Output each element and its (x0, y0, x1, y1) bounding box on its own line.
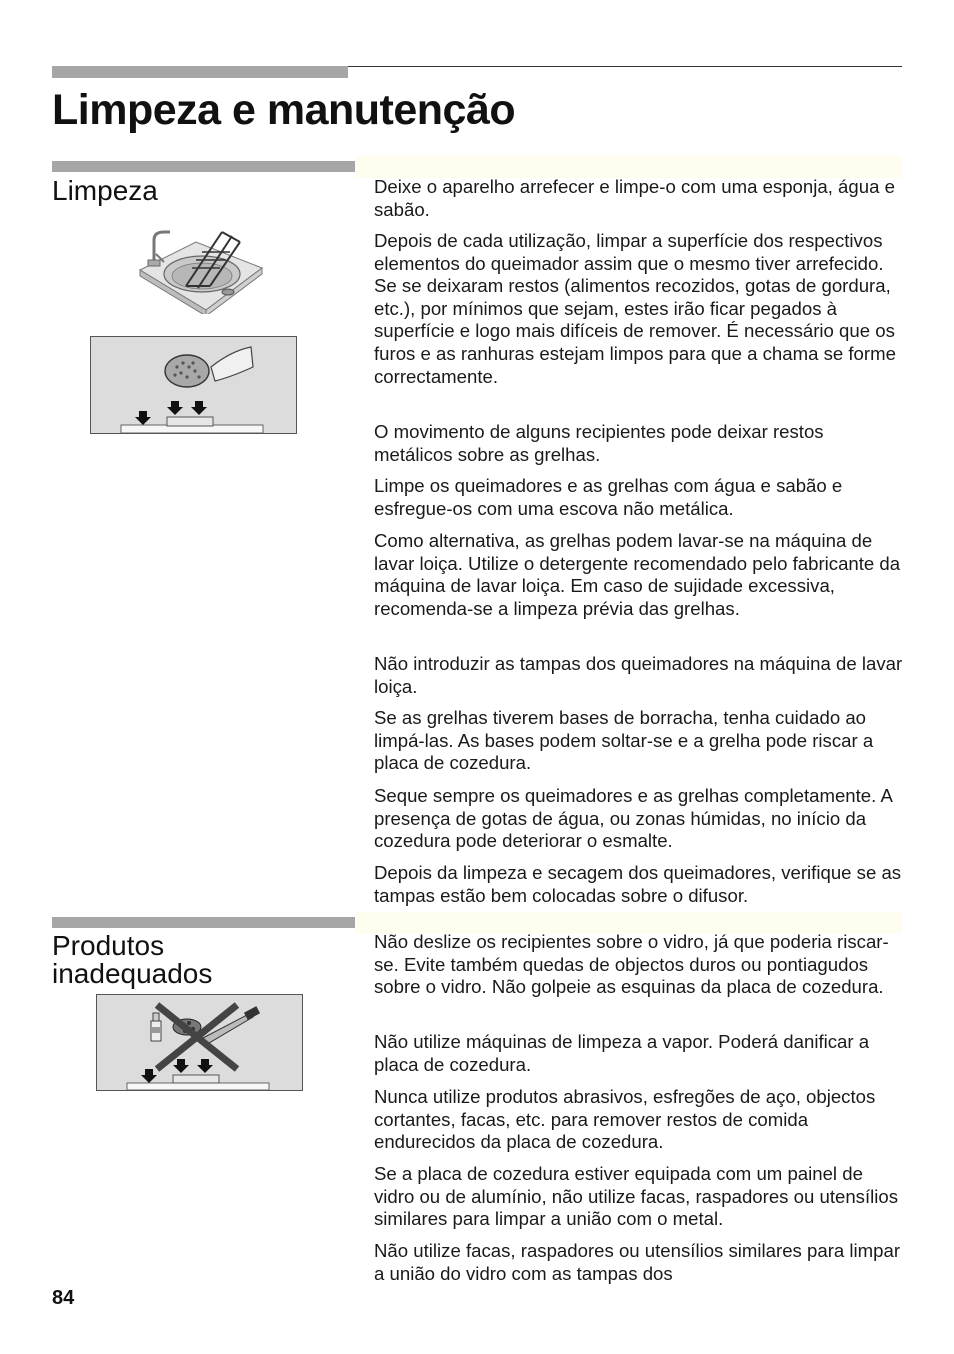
cleaning-paragraph: Limpe os queimadores e as grelhas com água e sabão e esfregue-os com uma escova não metálica. (374, 475, 843, 519)
products-paragraph: Nunca utilize produtos abrasivos, esfregões de aço, objectos cortantes, facas, etc. para remover restos de comida endurecidos da placa de cozedura. (374, 1086, 876, 1153)
products-paragraph: Não utilize máquinas de limpeza a vapor. Poderá danificar a placa de cozedura. (374, 1031, 870, 1075)
products-paragraph: Não utilize facas, raspadores ou utensílios similares para limpar a união do vidro com as tampas dos (374, 1240, 901, 1284)
header-rule-bar (52, 66, 348, 78)
section-heading-products: Produtos inadequados (52, 930, 213, 989)
sponge-cleaning-illustration (90, 336, 297, 434)
cleaning-paragraph: Seque sempre os queimadores e as grelhas completamente. A presença de gotas de água, ou zonas húmidas, no início da cozedura pode deteriorar o esmalte. (374, 785, 892, 852)
cleaning-paragraph: Como alternativa, as grelhas podem lavar-se na máquina de lavar loiça. Utilize o detergente recomendado pelo fabricante da máquina de lavar loiça. Em caso de sujidade excessiva, recomenda-se a limpeza prévia das grelhas. (374, 530, 901, 619)
page-title: Limpeza e manutenção (52, 86, 516, 134)
prohibited-products-illustration (96, 994, 303, 1091)
cleaning-paragraph: Depois de cada utilização, limpar a superfície dos respectivos elementos do queimador assim que o mesmo tiver arrefecido. Se se deixaram restos (alimentos recozidos, gotas de gordura, etc.), por mínimos que sejam, estes irão ficar pegados à superfície e logo mais difíceis de remover. É necessário que os furos e as ranhuras estejam limpos para que a chama se forme correctamente. (374, 230, 896, 387)
sponge-hand-icon (91, 337, 296, 433)
products-paragraph: Se a placa de cozedura estiver equipada com um painel de vidro ou de alumínio, não utilize facas, raspadores ou utensílios similares para limpar a união com o metal. (374, 1163, 899, 1230)
section-heading-cleaning: Limpeza (52, 175, 158, 206)
cleaning-paragraph: Deixe o aparelho arrefecer e limpe-o com uma esponja, água e sabão. (374, 176, 895, 220)
products-paragraph: Não deslize os recipientes sobre o vidro, já que poderia riscar-se. Evite também quedas de objectos duros ou pontiagudos sobre o vidro. Não golpeie as esquinas da placa de cozedura. (374, 931, 889, 998)
cleaning-paragraph: Se as grelhas tiverem bases de borracha, tenha cuidado ao limpá-las. As bases podem soltar-se e a grelha pode riscar a placa de cozedura. (374, 707, 874, 774)
prohibited-tools-icon (97, 995, 302, 1090)
section-bar-cleaning (52, 161, 355, 172)
section-bar-products (52, 917, 355, 928)
page-number: 84 (52, 1287, 75, 1309)
cleaning-paragraph: Não introduzir as tampas dos queimadores na máquina de lavar loiça. (374, 653, 903, 697)
cleaning-paragraph: O movimento de alguns recipientes pode deixar restos metálicos sobre as grelhas. (374, 421, 824, 465)
cleaning-paragraph: Depois da limpeza e secagem dos queimadores, verifique se as tampas estão bem colocadas sobre o difusor. (374, 862, 902, 906)
header-rule-line (348, 66, 902, 67)
sink-washing-grate-illustration (136, 222, 266, 314)
section-tint-cleaning (355, 156, 902, 178)
